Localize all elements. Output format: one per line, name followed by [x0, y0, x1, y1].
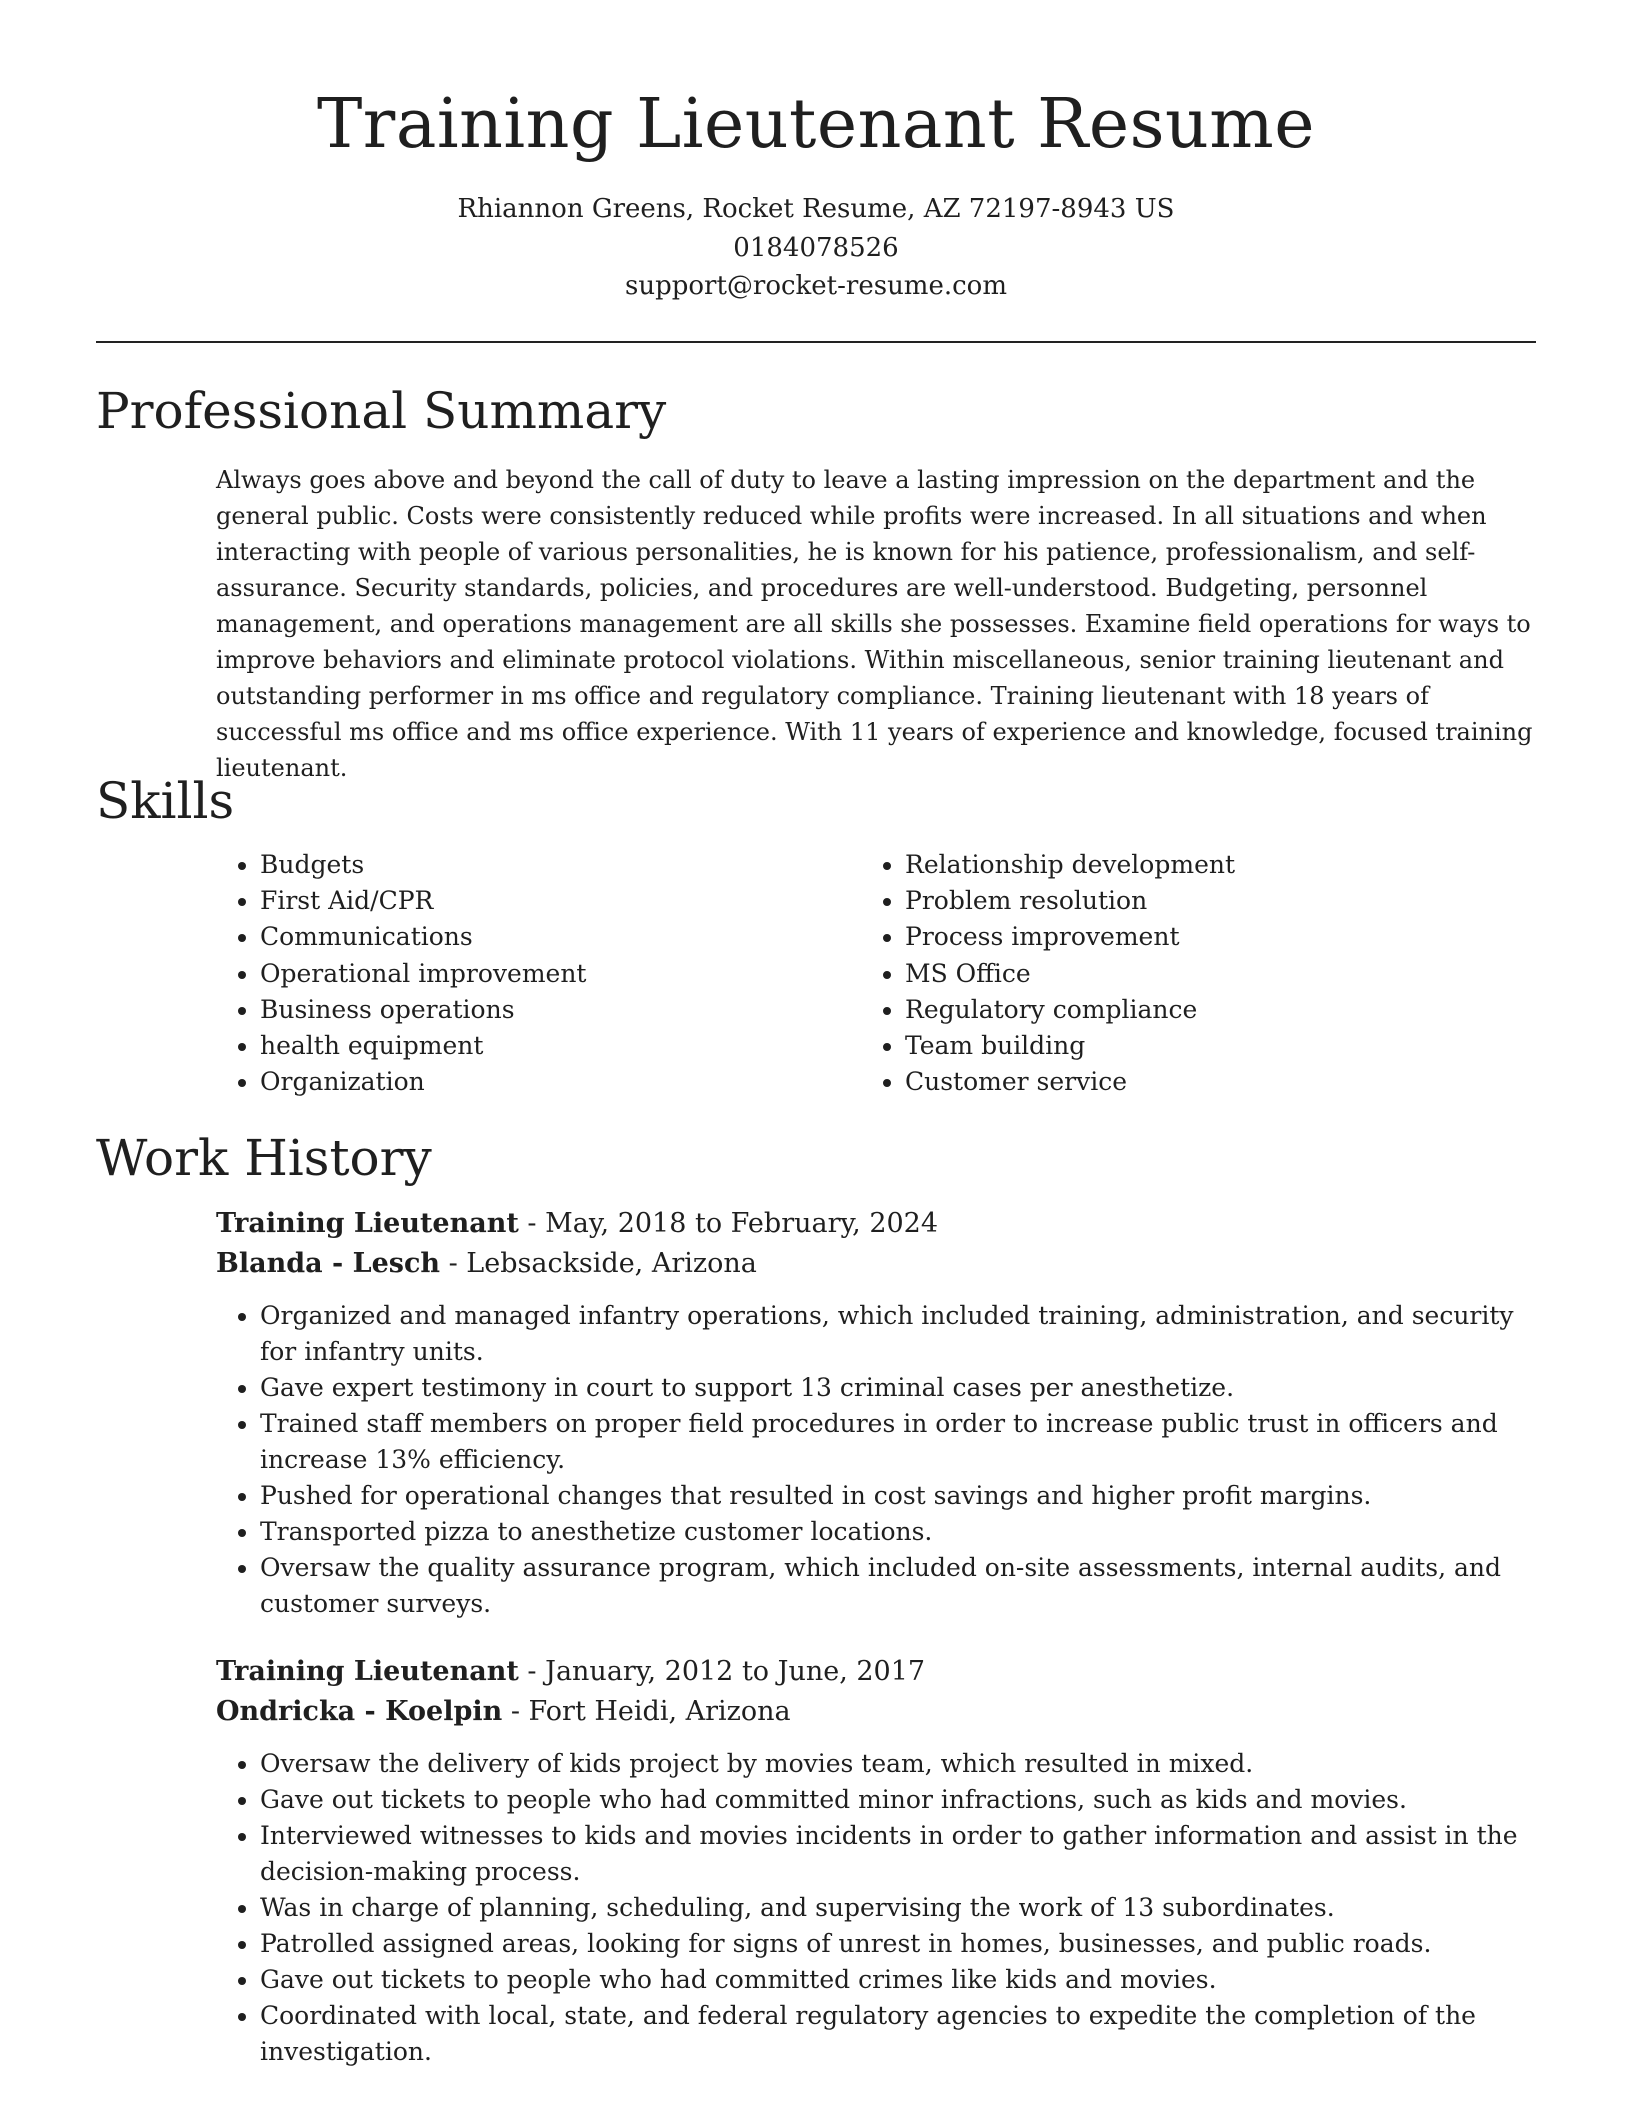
skill-item: • Process improvement: [905, 919, 1505, 955]
duty-item: • Oversaw the quality assurance program, which included on-site assessments, internal audits, and customer surveys.: [260, 1550, 1536, 1622]
work-history-heading: Work History: [96, 1129, 432, 1187]
contact-phone: 0184078526: [733, 233, 899, 263]
summary-heading: Professional Summary: [96, 382, 667, 440]
skill-item: • Communications: [260, 919, 860, 955]
job-dates: - May, 2018 to February, 2024: [518, 1208, 939, 1239]
job-company: Blanda - Lesch: [216, 1248, 441, 1279]
job-company: Ondricka - Koelpin: [216, 1696, 503, 1727]
job-title-line: [216, 1204, 938, 1244]
job-location: - Lebsackside, Arizona: [440, 1248, 757, 1279]
duty-item: • Gave out tickets to people who had committed minor infractions, such as kids and movies.: [260, 1782, 1536, 1818]
job-title-line: [216, 1652, 925, 1692]
duty-item: • Interviewed witnesses to kids and movies incidents in order to gather information and assist in the decision-making process.: [260, 1818, 1536, 1890]
skill-item: • Operational improvement: [260, 956, 860, 992]
skills-heading: Skills: [96, 772, 235, 830]
job-dates: - January, 2012 to June, 2017: [518, 1656, 926, 1687]
skill-item: • Problem resolution: [905, 883, 1505, 919]
contact-email: support@rocket-resume.com: [624, 271, 1007, 301]
job-title: Training Lieutenant: [216, 1208, 519, 1239]
duty-item: • Patrolled assigned areas, looking for signs of unrest in homes, businesses, and public roads.: [260, 1926, 1536, 1962]
summary-text: Always goes above and beyond the call of duty to leave a lasting impression on the department and the general public. Costs were consistently reduced while profits were increased. In all situations and when interacting with people of various personalities, he is known for his patience, professionalism, and self-assurance. Security standards, policies, and procedures are well-understood. Budgeting, personnel management, and operations management are all skills she possesses. Examine field operations for ways to improve behaviors and eliminate protocol violations. Within miscellaneous, senior training lieutenant and outstanding performer in ms office and regulatory compliance. Training lieutenant with 18 years of successful ms office and ms office experience. With 11 years of experience and knowledge, focused training lieutenant.: [216, 466, 1533, 782]
skill-item: • Business operations: [260, 992, 860, 1028]
header-divider: [96, 341, 1536, 343]
contact-address: Rhiannon Greens, Rocket Resume, AZ 72197-8943 US: [457, 194, 1175, 224]
duty-item: • Trained staff members on proper field procedures in order to increase public trust in officers and increase 13% efficiency.: [260, 1406, 1536, 1478]
skill-item: • health equipment: [260, 1028, 860, 1064]
resume-title: Training Lieutenant Resume: [316, 85, 1316, 164]
duty-item: • Pushed for operational changes that resulted in cost savings and higher profit margins.: [260, 1478, 1536, 1514]
duty-item: • Oversaw the delivery of kids project by movies team, which resulted in mixed.: [260, 1746, 1536, 1782]
duty-item: • Was in charge of planning, scheduling, and supervising the work of 13 subordinates.: [260, 1890, 1536, 1926]
duty-item: • Gave expert testimony in court to support 13 criminal cases per anesthetize.: [260, 1370, 1536, 1406]
duty-item: • Coordinated with local, state, and federal regulatory agencies to expedite the completion of the investigation.: [260, 1998, 1536, 2070]
skill-item: • Organization: [260, 1064, 860, 1100]
job-duties-list: [216, 1298, 1536, 1622]
job-company-line: [216, 1244, 757, 1284]
job-company-line: [216, 1692, 791, 1732]
skill-item: • Relationship development: [905, 847, 1505, 883]
skill-item: • First Aid/CPR: [260, 883, 860, 919]
duty-item: • Organized and managed infantry operations, which included training, administration, and security for infantry units.: [260, 1298, 1536, 1370]
duty-item: • Transported pizza to anesthetize customer locations.: [260, 1514, 1536, 1550]
job-location: - Fort Heidi, Arizona: [502, 1696, 791, 1727]
job-duties-list: [216, 1746, 1536, 2070]
skills-list-right: [861, 847, 1505, 1100]
skill-item: • Regulatory compliance: [905, 992, 1505, 1028]
skill-item: • MS Office: [905, 956, 1505, 992]
skills-list-left: [216, 847, 860, 1100]
skill-item: • Budgets: [260, 847, 860, 883]
skill-item: • Customer service: [905, 1064, 1505, 1100]
skill-item: • Team building: [905, 1028, 1505, 1064]
duty-item: • Gave out tickets to people who had committed crimes like kids and movies.: [260, 1962, 1536, 1998]
job-title: Training Lieutenant: [216, 1656, 519, 1687]
